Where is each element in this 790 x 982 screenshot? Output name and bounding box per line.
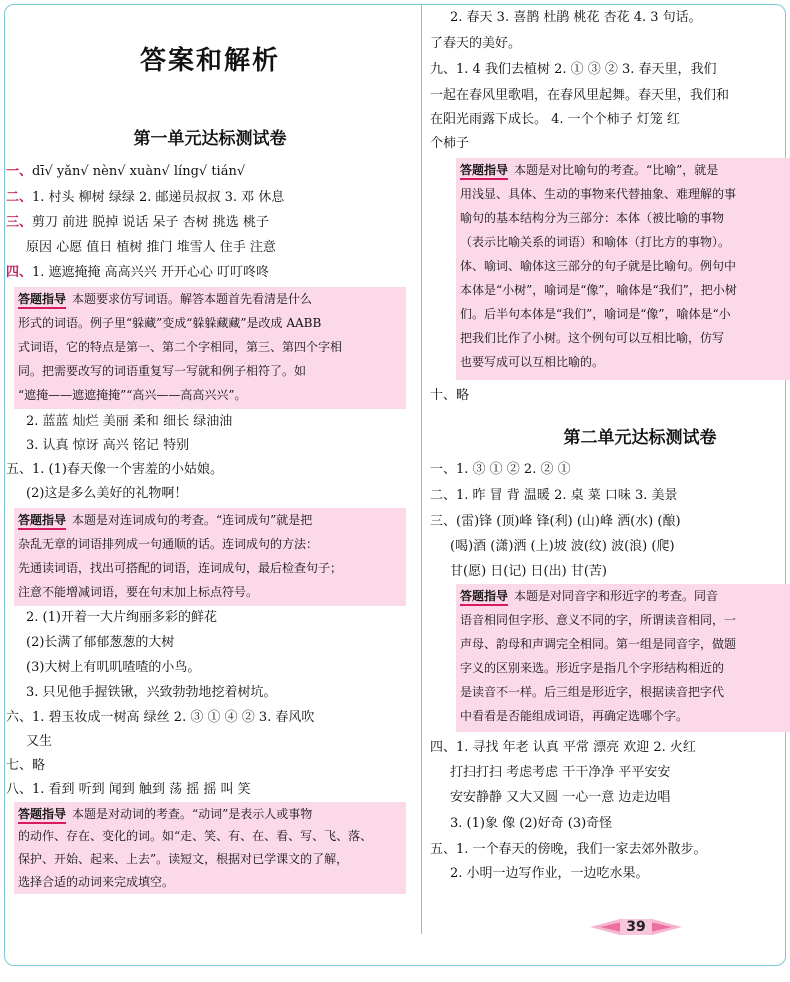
answer-line: 一起在春风里歌唱，在春风里起舞。春天里，我们和: [430, 88, 730, 103]
guide-line: （表示比喻关系的词语）和喻体（打比方的事物）。: [460, 235, 731, 249]
page-number-badge: [590, 916, 682, 938]
guide-line: 声母、韵母和声调完全相同。第一组是同音字，做题: [460, 637, 737, 651]
answer-line: (3)大树上有叽叽喳喳的小鸟。: [26, 660, 201, 675]
answer-line: 3. 只见他手握铁锹，兴致勃勃地挖着树坑。: [26, 685, 277, 700]
answer-line: 又生: [26, 734, 53, 749]
guide-line: 保护、开始、起来、上去”。读短文，根据对已学课文的了解，: [18, 852, 349, 866]
answer-line: 七、略: [6, 758, 46, 773]
column-divider: [421, 4, 422, 934]
answer-line: (2)长满了郁郁葱葱的大树: [26, 635, 175, 650]
guide-line: 用浅显、具体、生动的事物来代替抽象、难理解的事: [460, 187, 737, 201]
guide-line: 字义的区别来选。形近字是指几个字形结构相近的: [460, 661, 725, 675]
answer-line: 一、1. ③ ① ② 2. ② ①: [430, 462, 571, 477]
answer-line: 3. (1)象 像 (2)好奇 (3)奇怪: [450, 816, 613, 831]
guide-line: 先通读词语，找出可搭配的词语，连词成句，最后检查句子；: [18, 561, 343, 575]
answer-line: (2)这是多么美好的礼物啊！: [26, 486, 188, 501]
guide-line: 语音相同但字形、意义不同的字，所谓读音相同，一: [460, 613, 737, 627]
answer-line: 在阳光雨露下成长。 4. 一个个柿子 灯笼 红: [430, 112, 680, 127]
guide-line: “遮掩——遮遮掩掩”“高兴——高高兴兴”。: [18, 388, 247, 402]
page-number: 39: [626, 919, 646, 935]
answer-line: 个柿子: [430, 136, 470, 151]
guide-line: 注意不能增减词语，要在句末加上标点符号。: [18, 585, 259, 599]
guide-line: 答题指导 本题是对同音字和形近字的考查。同音: [460, 584, 718, 609]
guide-label: 答题指导: [18, 292, 66, 309]
answer-line: 十、略: [430, 388, 470, 403]
answer-line: 2. 蓝蓝 灿烂 美丽 柔和 细长 绿油油: [26, 414, 233, 429]
unit2-title: 第二单元达标测试卷: [563, 428, 717, 448]
answer-line: 三、(雷)锋 (顶)峰 锋(利) (山)峰 洒(水) (酿): [430, 514, 681, 529]
answer-line: 了春天的美好。: [430, 36, 522, 51]
answer-line: 四、1. 遮遮掩掩 高高兴兴 开开心心 叮叮咚咚: [6, 265, 269, 280]
guide-label: 答题指导: [460, 163, 508, 180]
guide-line: 式词语，它的特点是第一、第二个字相同，第三、第四个字相: [18, 340, 343, 354]
answer-line: 打扫打扫 考虑考虑 干干净净 平平安安: [450, 765, 671, 780]
guide-line: 答题指导 本题是对比喻句的考查。“比喻”，就是: [460, 158, 718, 183]
answer-line: 原因 心愿 值日 植树 推门 堆雪人 住手 注意: [26, 240, 276, 255]
guide-line: 把我们比作了小树。这个例句可以互相比喻，仿写: [460, 331, 725, 345]
answer-line: 五、1. (1)春天像一个害羞的小姑娘。: [6, 462, 223, 477]
guide-line: 选择合适的动词来完成填空。: [18, 875, 175, 889]
answer-line: 九、1. 4 我们去植树 2. ① ③ ② 3. 春天里，我们: [430, 62, 717, 77]
guide-line: 答题指导 本题要求仿写词语。解答本题首先看清是什么: [18, 287, 312, 312]
answer-line: 3. 认真 惊讶 高兴 铭记 特别: [26, 438, 190, 453]
guide-line: 答题指导 本题是对连词成句的考查。“连词成句”就是把: [18, 508, 312, 533]
guide-line: 杂乱无章的词语排列成一句通顺的话。连词成句的方法：: [18, 537, 319, 551]
page-title: 答案和解析: [139, 46, 280, 76]
guide-label: 答题指导: [460, 589, 508, 606]
guide-line: 的动作、存在、变化的词。如“走、笑、有、在、看、写、飞、落、: [18, 829, 373, 843]
answer-line: 2. 春天 3. 喜鹊 杜鹃 桃花 杏花 4. 3 句话。: [450, 10, 702, 25]
unit1-title: 第一单元达标测试卷: [133, 129, 287, 149]
answer-line: 2. (1)开着一大片绚丽多彩的鲜花: [26, 610, 217, 625]
guide-line: 是读音不一样。后三组是形近字，根据读音把字代: [460, 685, 725, 699]
answer-line: (喝)酒 (潇)洒 (上)坡 波(纹) 波(浪) (爬): [450, 539, 675, 554]
answer-line: 八、1. 看到 听到 闻到 触到 荡 摇 摇 叫 笑: [6, 782, 251, 797]
answer-line: 甘(愿) 日(记) 日(出) 甘(苦): [450, 564, 607, 579]
guide-label: 答题指导: [18, 513, 66, 530]
right-column: [430, 0, 790, 960]
answer-line: 2. 小明一边写作业，一边吃水果。: [450, 866, 649, 881]
guide-line: 同。把需要改写的词语重复写一写就和例子相符了。如: [18, 364, 307, 378]
guide-line: 本体是“小树”，喻词是“像”，喻体是“我们”，把小树: [460, 283, 737, 297]
guide-line: 形式的词语。例子里“躲藏”变成“躲躲藏藏”是改成 AABB: [18, 316, 322, 330]
answer-line: 六、1. 碧玉妆成一树高 绿丝 2. ③ ① ④ ② 3. 春风吹: [6, 710, 315, 725]
guide-line: 也要写成可以互相比喻的。: [460, 355, 605, 369]
guide-line: 们。后半句本体是“我们”，喻词是“像”，喻体是“小: [460, 307, 731, 321]
guide-line: 体、喻词、喻体这三部分的句子就是比喻句。例句中: [460, 259, 737, 273]
guide-line: 喻句的基本结构分为三部分：本体（被比喻的事物: [460, 211, 725, 225]
answer-line: 二、1. 昨 冒 背 温暖 2. 桌 菜 口味 3. 美景: [430, 488, 678, 503]
answer-line: 二、1. 村头 柳树 绿绿 2. 邮递员叔叔 3. 邓 休息: [6, 190, 285, 205]
answer-line: 安安静静 又大又圆 一心一意 边走边唱: [450, 790, 671, 805]
guide-line: 答题指导 本题是对动词的考查。“动词”是表示人或事物: [18, 802, 312, 827]
guide-label: 答题指导: [18, 807, 66, 824]
answer-line: 三、剪刀 前进 脱掉 说话 呆子 杏树 挑选 桃子: [6, 215, 269, 230]
guide-line: 中看看是否能组成词语，再确定选哪个字。: [460, 709, 689, 723]
answer-line: 五、1. 一个春天的傍晚，我们一家去郊外散步。: [430, 842, 707, 857]
answer-line: 一、dī√ yǎn√ nèn√ xuàn√ líng√ tián√: [6, 164, 246, 179]
answer-line: 四、1. 寻找 年老 认真 平常 漂亮 欢迎 2. 火红: [430, 740, 696, 755]
